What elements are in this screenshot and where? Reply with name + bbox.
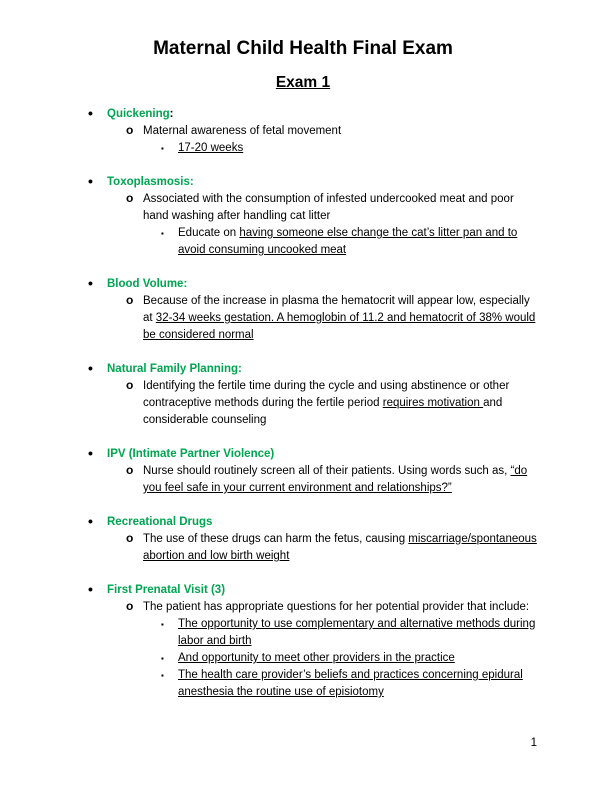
section-heading: • First Prenatal Visit (3) (88, 581, 226, 597)
sub-list-item: ▪ And opportunity to meet other providers in the practice (0, 650, 606, 667)
bullet-icon: • (88, 105, 93, 121)
square-bullet-icon: ▪ (161, 144, 164, 153)
square-bullet-icon: ▪ (161, 620, 164, 629)
sub-list-item: ▪ 17-20 weeks (0, 140, 606, 157)
sub-list-item: ▪ The opportunity to use complementary and alternative methods during labor and birth (161, 618, 536, 647)
list-item: o Nurse should routinely screen all of their patients. Using words such as, “do you feel safe in your current environment and relationships?” (126, 463, 528, 494)
circle-bullet-icon: o (126, 463, 134, 477)
section-heading: • Quickening: (88, 105, 174, 121)
section-quickening (0, 106, 606, 157)
section-ipv (0, 446, 606, 497)
section-heading: • Toxoplasmosis: (88, 173, 194, 189)
square-bullet-icon: ▪ (161, 671, 164, 680)
bullet-icon: • (88, 360, 93, 376)
exam-subtitle: Exam 1 (275, 74, 331, 91)
list-item: o Associated with the consumption of infested undercooked meat and poor hand washing after handling cat litter (126, 191, 514, 222)
section-toxoplasmosis (0, 174, 606, 259)
section-recreational-drugs (0, 514, 606, 565)
bullet-icon: • (88, 445, 93, 461)
list-item: o Because of the increase in plasma the hematocrit will appear low, especially at 32-34 weeks gestation. A hemoglobin of 11.2 and hematocrit of 38% would be considered normal (126, 293, 536, 341)
bullet-icon: • (88, 581, 93, 597)
notes-content (0, 106, 606, 718)
section-heading: • IPV (Intimate Partner Violence) (88, 445, 275, 461)
circle-bullet-icon: o (126, 191, 134, 205)
circle-bullet-icon: o (126, 378, 134, 392)
circle-bullet-icon: o (126, 599, 134, 613)
section-first-prenatal-visit (0, 582, 606, 701)
section-heading: • Natural Family Planning: (88, 360, 242, 376)
section-blood-volume (0, 276, 606, 344)
bullet-icon: • (88, 513, 93, 529)
bullet-icon: • (88, 275, 93, 291)
sub-list-item: ▪ The health care provider’s beliefs and practices concerning epidural anesthesia the routine use of episiotomy (161, 669, 523, 698)
circle-bullet-icon: o (126, 123, 134, 137)
circle-bullet-icon: o (126, 531, 134, 545)
list-item: o The patient has appropriate questions for her potential provider that include: (126, 599, 530, 613)
page-number: 1 (530, 737, 537, 749)
section-heading: • Recreational Drugs (88, 513, 213, 529)
document-title: Maternal Child Health Final Exam (153, 38, 453, 59)
circle-bullet-icon: o (126, 293, 134, 307)
list-item: o Maternal awareness of fetal movement (126, 123, 342, 137)
sub-list-item: ▪ Educate on having someone else change the cat’s litter pan and to avoid consuming uncooked meat (161, 227, 518, 256)
section-heading: • Blood Volume: (88, 275, 188, 291)
square-bullet-icon: ▪ (161, 654, 164, 663)
list-item: o Identifying the fertile time during the cycle and using abstinence or other contraceptive methods during the fertile period requires motivation and considerable counseling (126, 378, 510, 426)
list-item: o The use of these drugs can harm the fetus, causing miscarriage/spontaneous abortion and low birth weight (126, 531, 537, 562)
bullet-icon: • (88, 173, 93, 189)
section-natural-family-planning (0, 361, 606, 429)
square-bullet-icon: ▪ (161, 229, 164, 238)
